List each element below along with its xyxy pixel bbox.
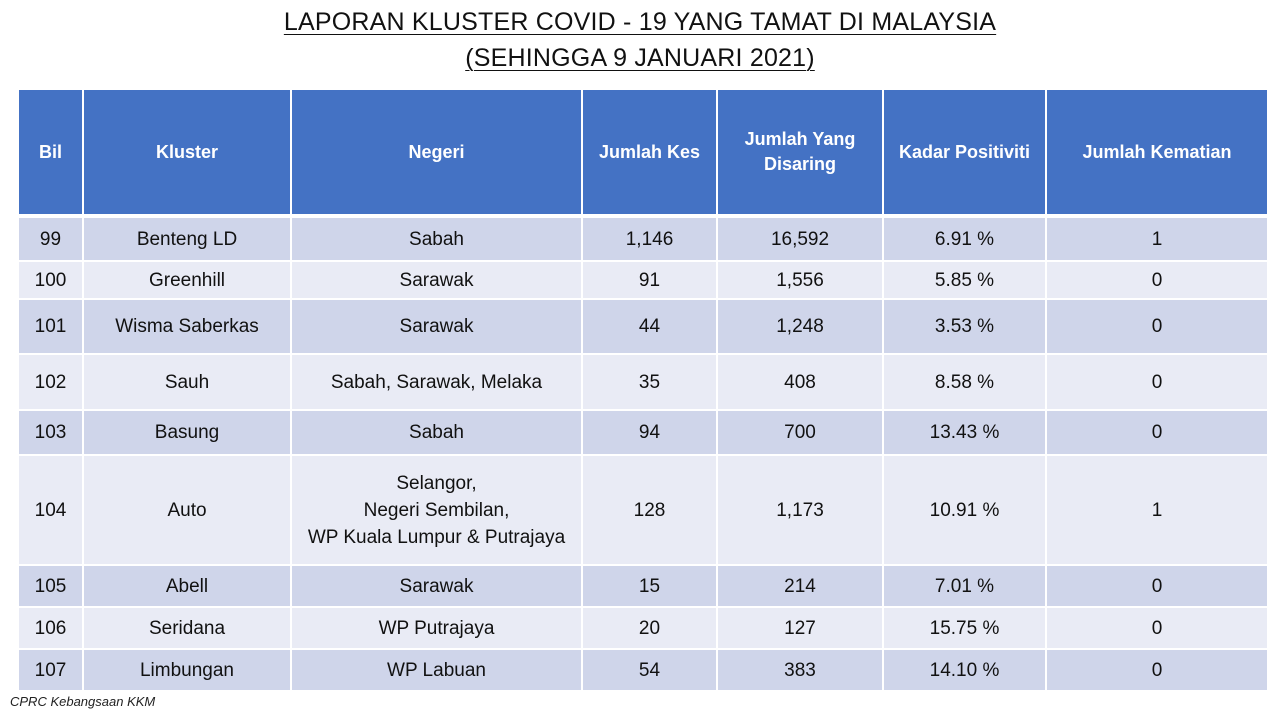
cell-jumlah-kematian: 1 [1046,455,1268,565]
table-row [18,354,1268,410]
cell-kluster: Sauh [83,354,291,410]
cell-kadar-positiviti: 5.85 % [883,261,1046,299]
cell-jumlah-kematian: 0 [1046,261,1268,299]
cell-bil: 104 [18,455,83,565]
table-row [18,299,1268,354]
cell-negeri [291,354,582,410]
table-row [18,410,1268,455]
cell-kadar-positiviti: 6.91 % [883,216,1046,261]
header-negeri: Negeri [291,89,582,216]
cell-jumlah-kematian: 0 [1046,354,1268,410]
cell-kadar-positiviti: 7.01 % [883,565,1046,607]
cell-negeri [291,216,582,261]
cell-jumlah-kes: 20 [582,607,717,649]
cluster-table [17,88,1269,692]
cell-jumlah-disaring: 1,173 [717,455,883,565]
cell-bil: 101 [18,299,83,354]
cell-jumlah-disaring: 1,556 [717,261,883,299]
cell-kadar-positiviti: 3.53 % [883,299,1046,354]
negeri-line: Sarawak [399,316,474,337]
cell-bil: 106 [18,607,83,649]
table-body [18,216,1268,691]
cell-jumlah-kematian: 0 [1046,299,1268,354]
cell-jumlah-kematian: 0 [1046,565,1268,607]
cell-kluster: Benteng LD [83,216,291,261]
cell-bil: 107 [18,649,83,691]
source-footnote: CPRC Kebangsaan KKM [10,694,156,709]
cell-kluster: Wisma Saberkas [83,299,291,354]
header-jumlah-disaring-text: Jumlah Yang Disaring [744,129,856,174]
table-row [18,607,1268,649]
header-kluster: Kluster [83,89,291,216]
negeri-line: WP Labuan [387,659,486,681]
cell-negeri [291,261,582,299]
cell-jumlah-kes: 15 [582,565,717,607]
header-bil: Bil [18,89,83,216]
cell-kadar-positiviti: 10.91 % [883,455,1046,565]
table-row [18,649,1268,691]
cell-jumlah-disaring: 214 [717,565,883,607]
cell-kadar-positiviti: 14.10 % [883,649,1046,691]
header-jumlah-disaring [717,89,883,216]
cell-kluster: Auto [83,455,291,565]
cell-jumlah-kes: 1,146 [582,216,717,261]
header-jumlah-kes: Jumlah Kes [582,89,717,216]
cell-kadar-positiviti: 8.58 % [883,354,1046,410]
negeri-line: Sabah [409,422,464,443]
cell-negeri [291,607,582,649]
cell-jumlah-kes: 35 [582,354,717,410]
cell-kluster: Limbungan [83,649,291,691]
cell-kluster: Greenhill [83,261,291,299]
cell-jumlah-kematian: 0 [1046,607,1268,649]
negeri-line: Sabah [409,228,464,250]
cell-jumlah-disaring: 16,592 [717,216,883,261]
negeri-line: WP Putrajaya [378,617,495,639]
table-row [18,455,1268,565]
cell-negeri [291,565,582,607]
cell-bil: 99 [18,216,83,261]
header-kadar-positiviti: Kadar Positiviti [883,89,1046,216]
cell-bil: 105 [18,565,83,607]
report-subtitle-date: (SEHINGGA 9 JANUARI 2021) [465,44,815,72]
negeri-line: WP Kuala Lumpur & Putrajaya [307,526,566,548]
header-jumlah-kematian: Jumlah Kematian [1046,89,1268,216]
cell-jumlah-kematian: 0 [1046,410,1268,455]
cell-jumlah-kematian: 1 [1046,216,1268,261]
negeri-line: Selangor, [396,472,477,494]
cell-jumlah-kes: 94 [582,410,717,455]
cell-kadar-positiviti: 13.43 % [883,410,1046,455]
report-title: LAPORAN KLUSTER COVID - 19 YANG TAMAT DI MALAYSIA [283,8,997,36]
cell-jumlah-kes: 54 [582,649,717,691]
table-row [18,565,1268,607]
cell-kluster: Seridana [83,607,291,649]
negeri-line: Sarawak [399,575,474,597]
table-row [18,261,1268,299]
cell-bil: 102 [18,354,83,410]
cell-negeri [291,649,582,691]
cell-bil: 100 [18,261,83,299]
cell-kadar-positiviti: 15.75 % [883,607,1046,649]
cell-jumlah-kes: 128 [582,455,717,565]
cell-jumlah-kes: 91 [582,261,717,299]
cell-negeri [291,410,582,455]
cell-jumlah-disaring: 1,248 [717,299,883,354]
negeri-line: Negeri Sembilan, [363,499,510,521]
cell-kluster: Basung [83,410,291,455]
negeri-line: Sabah, Sarawak, Melaka [330,371,543,393]
negeri-line: Sarawak [399,269,474,291]
cell-jumlah-disaring: 408 [717,354,883,410]
cell-kluster: Abell [83,565,291,607]
cell-jumlah-disaring: 700 [717,410,883,455]
cell-jumlah-kes: 44 [582,299,717,354]
cell-negeri [291,299,582,354]
table-row [18,216,1268,261]
cell-bil: 103 [18,410,83,455]
cell-jumlah-disaring: 127 [717,607,883,649]
cell-jumlah-kematian: 0 [1046,649,1268,691]
cell-jumlah-disaring: 383 [717,649,883,691]
cell-negeri [291,455,582,565]
table-header-row [18,89,1268,216]
